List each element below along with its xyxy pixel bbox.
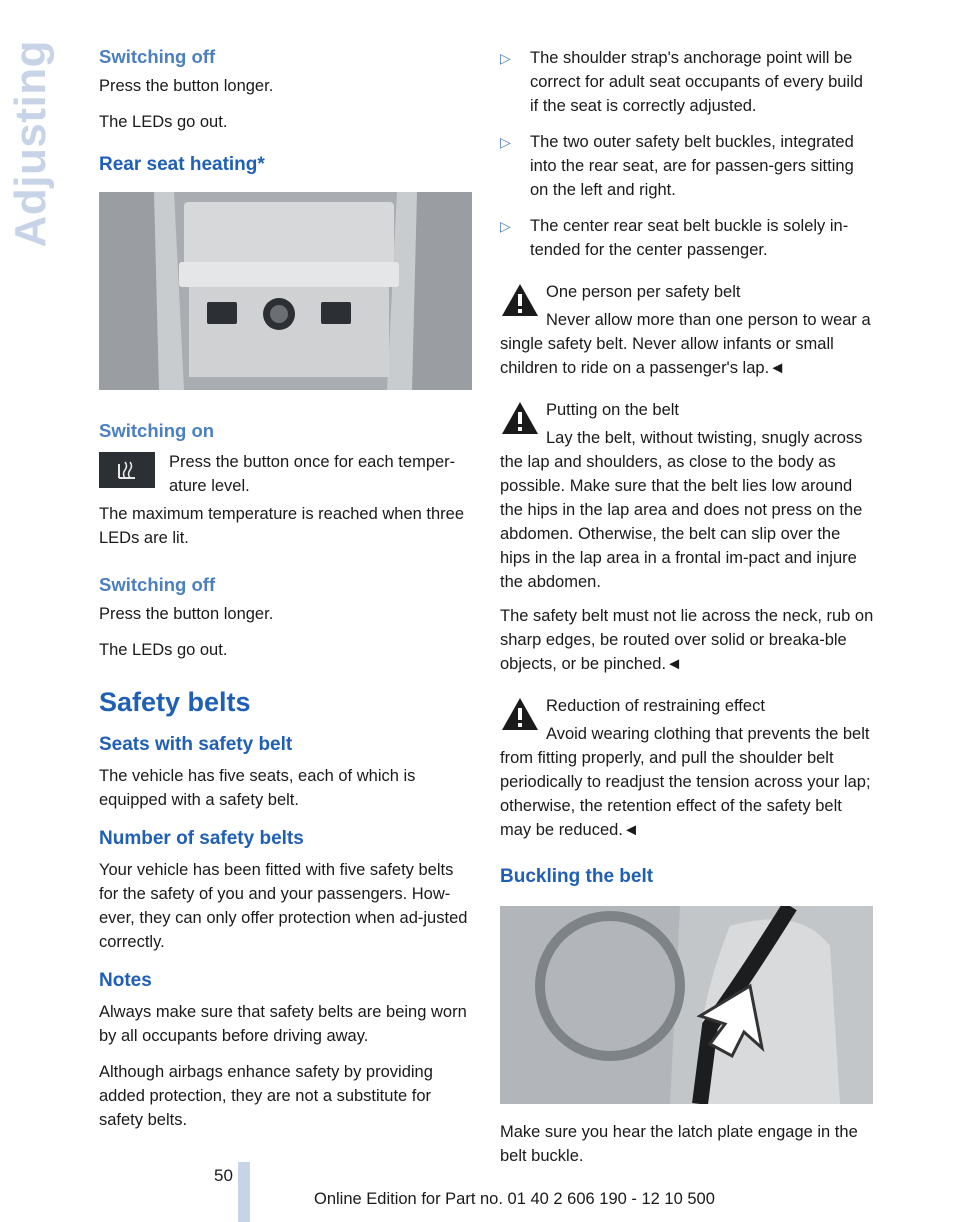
max-temp-text: The maximum temperature is reached when three LEDs are lit. xyxy=(99,505,464,547)
switching-on-block xyxy=(99,450,472,502)
bullet-text: The shoulder strap's anchorage point will be correct for adult seat occupants of every build if the seat is correctly adjusted. xyxy=(530,49,863,115)
notes-text-1: Always make sure that safety belts are being worn by all occupants before driving away. xyxy=(99,1003,467,1045)
warning-title: Reduction of restraining effect xyxy=(546,697,765,715)
bullet-text: The two outer safety belt buckles, integrated into the rear seat, are for passen-gers sitting on the left and right. xyxy=(530,133,854,199)
seats-heading: Seats with safety belt xyxy=(99,734,293,755)
chapter-tab xyxy=(0,40,62,250)
rear-seat-heating-image xyxy=(99,192,472,390)
seats-text: The vehicle has five seats, each of which is equipped with a safety belt. xyxy=(99,767,416,809)
warning-triangle-icon xyxy=(500,282,540,318)
footer-bar xyxy=(238,1162,250,1222)
left-column xyxy=(99,44,472,1144)
warning-one-person xyxy=(500,280,875,380)
switching-on-text: Press the button once for each temper-ature level. xyxy=(169,453,456,495)
safety-belts-heading: Safety belts xyxy=(99,687,251,717)
warning-putting-on-belt xyxy=(500,398,875,676)
leds-out-text-2: The LEDs go out. xyxy=(99,641,228,659)
seat-belt-illustration xyxy=(500,906,873,1104)
footer-edition-text: Online Edition for Part no. 01 40 2 606 190 - 12 10 500 xyxy=(314,1190,715,1208)
buckling-text: Make sure you hear the latch plate engage in the belt buckle. xyxy=(500,1123,858,1165)
switching-off-text-2: Press the button longer. xyxy=(99,605,274,623)
switching-off-text: Press the button longer. xyxy=(99,77,274,95)
switching-on-heading: Switching on xyxy=(99,420,215,441)
notes-heading: Notes xyxy=(99,970,152,991)
warning-text: Lay the belt, without twisting, snugly across the lap and shoulders, as close to the body as possible. Make sure that the belt lies low around the hips in the lap area and does not press on the abdomen. Otherwise, the belt can slip over the hips in the lap area in a frontal im-pact and injure the abdomen. xyxy=(500,429,863,591)
notes-text-2: Although airbags enhance safety by providing added protection, they are not a substitute for safety belts. xyxy=(99,1063,433,1129)
buckling-image xyxy=(500,906,873,1104)
bullet-triangle-icon: ▷ xyxy=(500,50,511,66)
bullet-triangle-icon: ▷ xyxy=(500,134,511,150)
warning-text: Never allow more than one person to wear a single safety belt. Never allow infants or small children to ride on a passenger's lap.◄ xyxy=(500,311,871,377)
seat-heating-button-icon xyxy=(99,452,155,488)
list-item xyxy=(500,130,875,202)
warning-title: One person per safety belt xyxy=(546,283,741,301)
list-item xyxy=(500,46,875,118)
warning-restraining-effect xyxy=(500,694,875,842)
page-number: 50 xyxy=(214,1166,233,1185)
switching-off-heading: Switching off xyxy=(99,46,216,67)
bullet-triangle-icon: ▷ xyxy=(500,218,511,234)
switching-off-heading-2: Switching off xyxy=(99,574,216,595)
buckling-heading: Buckling the belt xyxy=(500,866,654,887)
warning-text-continued: The safety belt must not lie across the neck, rub on sharp edges, be routed over solid or breaka-ble objects, or be pinched.◄ xyxy=(500,607,874,673)
warning-triangle-icon xyxy=(500,400,540,436)
leds-out-text: The LEDs go out. xyxy=(99,113,228,131)
rear-seat-heating-heading: Rear seat heating* xyxy=(99,154,265,175)
warning-text: Avoid wearing clothing that prevents the belt from fitting properly, and pull the shoulder belt periodically to readjust the tension across your lap; otherwise, the retention effect of the safety belt may be reduced.◄ xyxy=(500,725,871,839)
right-column xyxy=(500,46,875,1180)
rear-console-illustration xyxy=(99,192,472,390)
number-of-belts-text: Your vehicle has been fitted with five safety belts for the safety of you and your passengers. How-ever, they can only offer protection when ad-justed correctly. xyxy=(99,861,468,951)
number-of-belts-heading: Number of safety belts xyxy=(99,828,304,849)
list-item xyxy=(500,214,875,262)
bullet-text: The center rear seat belt buckle is solely in-tended for the center passenger. xyxy=(530,217,849,259)
warning-triangle-icon xyxy=(500,696,540,732)
chapter-title: Adjusting xyxy=(6,40,55,248)
warning-title: Putting on the belt xyxy=(546,401,680,419)
